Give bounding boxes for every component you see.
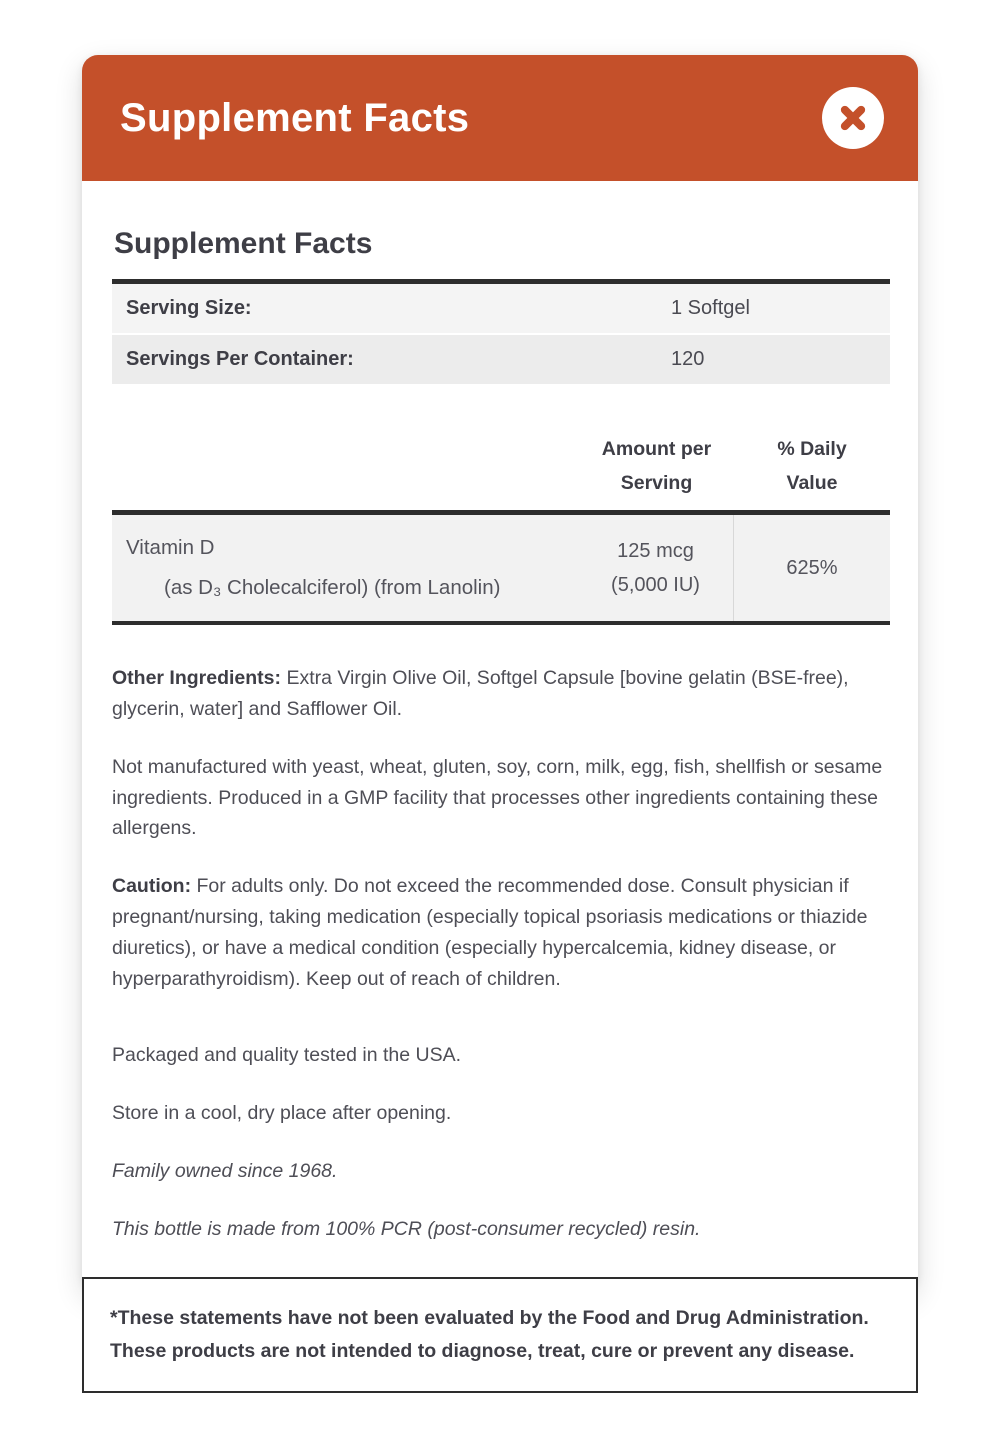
fda-disclaimer: *These statements have not been evaluated by the Food and Drug Administration. These products are not intended to diagnose, treat, cure or prevent any disease. — [82, 1277, 918, 1393]
paragraph-lead: Other Ingredients: — [112, 667, 282, 690]
amount-per-serving-header: Amount per Serving — [601, 438, 712, 495]
paragraph-text: Not manufactured with yeast, wheat, gluten, soy, corn, milk, egg, fish, shellfish or sesame ingredients. Produced in a GMP facility that processes other ingredients containing these allergens. — [112, 755, 883, 840]
close-button[interactable] — [822, 87, 884, 149]
serving-size-value: 1 Softgel — [671, 297, 750, 319]
serving-size-label: Serving Size: — [126, 297, 252, 319]
paragraph-text: For adults only. Do not exceed the recommended dose. Consult physician if pregnant/nursing, taking medication (especially topical psoriasis medications or thiazide diuretics), or have a medical condition (especially hypercalcemia, kidney disease, or hyperparathyroidism). Keep out of reach of children. — [112, 875, 868, 990]
paragraph-text: Store in a cool, dry place after opening. — [112, 1102, 452, 1125]
paragraph-text: This bottle is made from 100% PCR (post-consumer recycled) resin. — [112, 1217, 701, 1240]
serving-info-table — [112, 279, 890, 384]
paragraph-text: Extra Virgin Olive Oil, Softgel Capsule [bovine gelatin (BSE-free), glycerin, water] and Safflower Oil. — [112, 667, 849, 720]
modal-title: Supplement Facts — [120, 95, 470, 140]
nutrient-detail: (as D₃ Cholecalciferol) (from Lanolin) — [164, 576, 501, 600]
facts-heading: Supplement Facts — [114, 227, 373, 260]
nutrient-daily-value: 625% — [733, 515, 890, 621]
info-paragraphs — [112, 663, 890, 1244]
nutrient-name: Vitamin D — [126, 536, 215, 560]
modal-header — [82, 55, 918, 181]
nutrient-column-headers — [112, 432, 890, 510]
packaged-paragraph — [112, 1040, 890, 1071]
nutrient-name-cell — [112, 515, 578, 621]
paragraph-lead: Caution: — [112, 875, 192, 898]
servings-per-container-row — [112, 335, 890, 384]
pcr-bottle-paragraph — [112, 1214, 890, 1245]
caution-paragraph — [112, 871, 890, 994]
other-ingredients-paragraph — [112, 663, 890, 725]
storage-paragraph — [112, 1098, 890, 1129]
family-owned-paragraph — [112, 1156, 890, 1187]
supplement-facts-modal — [82, 55, 918, 1291]
servings-per-container-label: Servings Per Container: — [126, 348, 354, 370]
servings-per-container-value: 120 — [671, 348, 705, 370]
vitamin-d-row — [112, 515, 890, 621]
paragraph-text: Packaged and quality tested in the USA. — [112, 1044, 462, 1067]
daily-value-header: % Daily Value — [777, 438, 847, 495]
serving-size-row — [112, 284, 890, 335]
nutrient-amount: 125 mcg (5,000 IU) — [611, 540, 700, 597]
paragraph-text: Family owned since 1968. — [112, 1159, 338, 1182]
nutrient-amount-cell — [578, 515, 733, 621]
allergen-paragraph — [112, 752, 890, 844]
modal-body — [82, 181, 918, 1291]
nutrient-table — [112, 510, 890, 625]
